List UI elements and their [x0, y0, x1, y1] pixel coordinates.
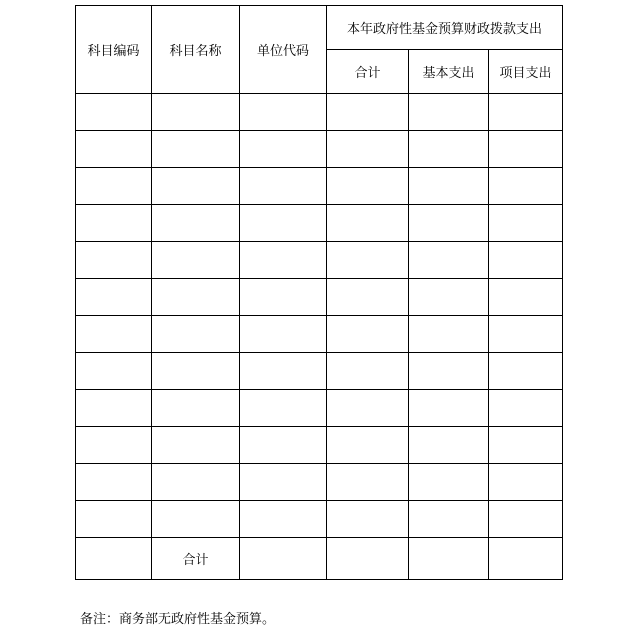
table-cell — [489, 205, 563, 242]
table-cell — [76, 501, 152, 538]
table-cell — [240, 427, 327, 464]
header-basic-expenditure: 基本支出 — [409, 50, 489, 94]
table-cell — [489, 538, 563, 580]
table-cell — [489, 242, 563, 279]
table-cell — [327, 353, 409, 390]
table-cell — [152, 205, 240, 242]
table-cell — [76, 279, 152, 316]
fund-budget-table — [75, 5, 563, 580]
table-cell — [489, 316, 563, 353]
table-cell — [409, 168, 489, 205]
header-total: 合计 — [327, 50, 409, 94]
table-cell — [240, 94, 327, 131]
table-cell — [489, 94, 563, 131]
table-cell — [240, 538, 327, 580]
table-row — [76, 464, 563, 501]
table-cell — [152, 353, 240, 390]
table-cell — [152, 94, 240, 131]
table-cell — [409, 131, 489, 168]
table-row — [76, 279, 563, 316]
table-row — [76, 94, 563, 131]
total-row-label: 合计 — [152, 538, 240, 580]
table-cell — [76, 168, 152, 205]
table-cell — [152, 501, 240, 538]
table-cell — [489, 353, 563, 390]
table-cell — [327, 279, 409, 316]
table-row — [76, 131, 563, 168]
header-fund-expenditure-group: 本年政府性基金预算财政拨款支出 — [327, 6, 563, 50]
footnote: 备注：商务部无政府性基金预算。 — [80, 612, 276, 627]
table-cell — [240, 168, 327, 205]
table-cell — [240, 279, 327, 316]
table-row — [76, 427, 563, 464]
table-cell — [327, 538, 409, 580]
table-cell — [327, 168, 409, 205]
table-cell — [409, 353, 489, 390]
header-unit-code: 单位代码 — [240, 6, 327, 94]
table-cell — [409, 427, 489, 464]
table-row — [76, 316, 563, 353]
table-cell — [489, 501, 563, 538]
table-row — [76, 168, 563, 205]
table-row — [76, 353, 563, 390]
table-cell — [240, 205, 327, 242]
table-cell — [240, 353, 327, 390]
table-cell — [409, 279, 489, 316]
table-cell — [240, 464, 327, 501]
table-cell — [76, 464, 152, 501]
table-cell — [489, 464, 563, 501]
table-cell — [327, 205, 409, 242]
table-cell — [409, 501, 489, 538]
table-cell — [76, 390, 152, 427]
table-row — [76, 242, 563, 279]
table-cell — [152, 427, 240, 464]
table-cell — [327, 390, 409, 427]
table-cell — [489, 390, 563, 427]
table-body — [76, 94, 563, 580]
table-cell — [409, 390, 489, 427]
table-cell — [327, 427, 409, 464]
table-cell — [489, 168, 563, 205]
table-cell — [327, 316, 409, 353]
table-cell — [409, 94, 489, 131]
table-cell — [327, 242, 409, 279]
table-cell — [76, 131, 152, 168]
table-cell — [152, 316, 240, 353]
table-cell — [327, 94, 409, 131]
table-cell — [489, 131, 563, 168]
table-cell — [152, 279, 240, 316]
header-subject-code: 科目编码 — [76, 6, 152, 94]
table-row — [76, 390, 563, 427]
table-cell — [76, 205, 152, 242]
table-cell — [489, 279, 563, 316]
table-cell — [240, 316, 327, 353]
table-cell — [240, 390, 327, 427]
table-cell — [489, 427, 563, 464]
total-row — [76, 538, 563, 580]
table-cell — [76, 316, 152, 353]
table-cell — [327, 501, 409, 538]
table-cell — [152, 242, 240, 279]
table-row — [76, 501, 563, 538]
table-cell — [76, 538, 152, 580]
table-cell — [152, 464, 240, 501]
header-project-expenditure: 项目支出 — [489, 50, 563, 94]
table-cell — [327, 464, 409, 501]
table-cell — [240, 242, 327, 279]
table-cell — [327, 131, 409, 168]
table-row — [76, 205, 563, 242]
table-cell — [152, 390, 240, 427]
table-cell — [240, 501, 327, 538]
table-cell — [409, 242, 489, 279]
table-cell — [152, 168, 240, 205]
table-cell — [76, 427, 152, 464]
table-cell — [409, 464, 489, 501]
table-cell — [409, 538, 489, 580]
table-cell — [152, 131, 240, 168]
table-cell — [76, 353, 152, 390]
table-cell — [409, 316, 489, 353]
table-cell — [76, 242, 152, 279]
table-cell — [76, 94, 152, 131]
table-cell — [409, 205, 489, 242]
table-cell — [240, 131, 327, 168]
header-subject-name: 科目名称 — [152, 6, 240, 94]
